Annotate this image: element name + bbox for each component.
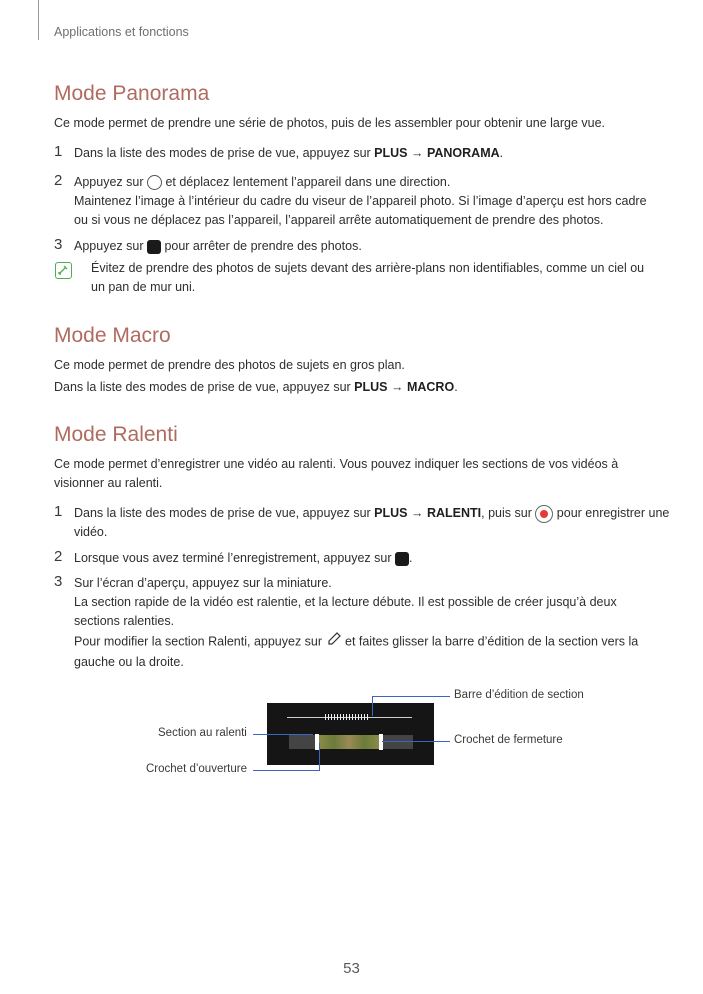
label-closing-bracket: Crochet de fermeture xyxy=(454,734,563,746)
ralenti-title: Mode Ralenti xyxy=(54,423,178,446)
label-slow-section: Section au ralenti xyxy=(158,727,247,739)
macro-line-2: Dans la liste des modes de prise de vue, appuyez sur PLUS → MACRO. xyxy=(54,380,458,394)
panorama-step-1: Dans la liste des modes de prise de vue, appuyez sur PLUS → PANORAMA. xyxy=(74,146,504,160)
callout-line xyxy=(372,696,450,697)
edit-pencil-icon xyxy=(326,631,342,653)
callout-line xyxy=(319,743,320,771)
section-header: Applications et fonctions xyxy=(54,25,189,39)
closing-bracket[interactable] xyxy=(379,734,383,750)
panorama-title: Mode Panorama xyxy=(54,82,210,105)
step-number: 3 xyxy=(54,236,63,253)
note-icon xyxy=(55,262,72,279)
stop-icon xyxy=(395,552,409,566)
panorama-step-2: Appuyez sur et déplacez lentement l’appareil dans une direction. Maintenez l’image à l’intérieur du cadre du viseur de l’appareil photo. Si l’image d’aperçu est hors cadre ou si vous ne déplacez pas l’appareil, l’appareil arrête automatiquement de prendre des photos. xyxy=(74,175,647,227)
panorama-note: Évitez de prendre des photos de sujets devant des arrière-plans non identifiables, comme un ciel ou un pan de mur uni. xyxy=(91,261,645,294)
callout-line xyxy=(372,696,373,716)
ralenti-step-3: Sur l’écran d’aperçu, appuyez sur la miniature. La section rapide de la vidéo est ralentie, et la lecture débute. Il est possible de créer jusqu’à deux sections ralenties. Pour modifier la section Ralenti, appuyez sur et faites glisser la barre d’édition de la section vers la gauche ou la droite. xyxy=(74,576,639,669)
slow-section-frames xyxy=(319,735,379,749)
step-number: 2 xyxy=(54,548,63,565)
step-number: 3 xyxy=(54,573,63,590)
step-number: 2 xyxy=(54,172,63,189)
ralenti-step-1: Dans la liste des modes de prise de vue, appuyez sur PLUS → RALENTI, puis sur pour enregistrer une vidéo. xyxy=(74,506,670,539)
section-edit-bar[interactable] xyxy=(325,714,370,720)
macro-line-1: Ce mode permet de prendre des photos de sujets en gros plan. xyxy=(54,358,405,372)
label-edit-bar: Barre d’édition de section xyxy=(454,689,584,701)
ralenti-step-2: Lorsque vous avez terminé l’enregistrement, appuyez sur . xyxy=(74,551,413,565)
callout-line xyxy=(253,734,313,735)
header-divider xyxy=(38,0,39,40)
label-opening-bracket: Crochet d’ouverture xyxy=(146,763,247,775)
callout-line xyxy=(382,741,450,742)
macro-title: Mode Macro xyxy=(54,324,171,347)
page-number: 53 xyxy=(343,960,360,977)
shutter-icon xyxy=(147,175,162,190)
ralenti-intro: Ce mode permet d’enregistrer une vidéo au ralenti. Vous pouvez indiquer les sections de vos vidéos à visionner au ralenti. xyxy=(54,457,619,490)
step-number: 1 xyxy=(54,503,63,520)
stop-icon xyxy=(147,240,161,254)
step-number: 1 xyxy=(54,143,63,160)
panorama-intro: Ce mode permet de prendre une série de photos, puis de les assembler pour obtenir une large vue. xyxy=(54,116,606,130)
record-icon xyxy=(535,505,553,523)
callout-line xyxy=(253,770,320,771)
panorama-step-3: Appuyez sur pour arrêter de prendre des photos. xyxy=(74,239,362,253)
thumbnail-strip xyxy=(289,735,413,749)
